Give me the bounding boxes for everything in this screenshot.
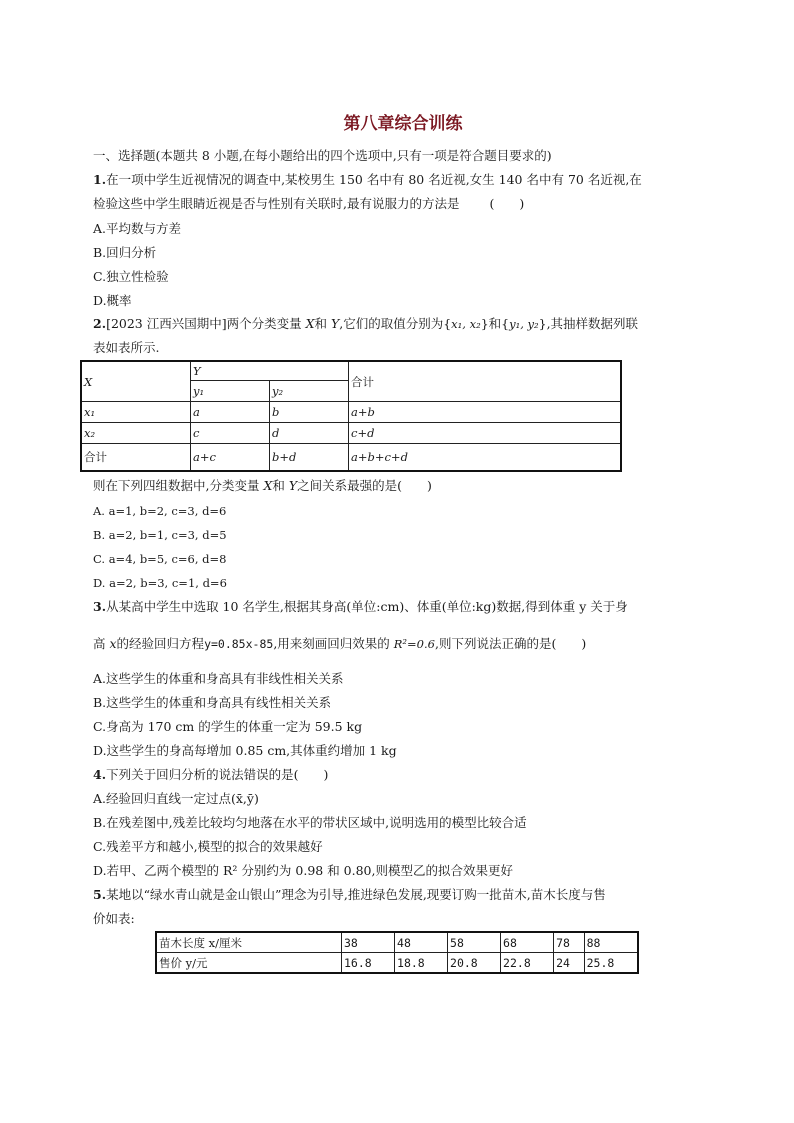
table-cell: a+b+c+d [349, 444, 622, 472]
table-header-total: 合计 [349, 361, 622, 402]
q3-option-b: B.这些学生的体重和身高具有线性相关关系 [93, 695, 332, 710]
q1-stem-line1 [93, 172, 642, 188]
q4-text: 下列关于回归分析的说法错误的是( ) [106, 767, 329, 782]
table-cell: d [270, 423, 349, 444]
table-row-label: 苗木长度 x/厘米 [156, 932, 342, 953]
q1-option-b: B.回归分析 [93, 245, 157, 260]
q1-option-d: D.概率 [93, 293, 132, 308]
q2-option-a: A. a=1, b=2, c=3, d=6 [93, 504, 227, 518]
q3-number: 3. [93, 599, 107, 614]
q2-after-c: 和 [272, 478, 289, 493]
q3-stem-line1 [93, 599, 628, 615]
table-cell: c+d [349, 423, 622, 444]
q3-text-1: 从某高中学生中选取 10 名学生,根据其身高(单位:cm)、体重(单位:kg)数据,得到体重 y 关于身 [106, 599, 628, 614]
q5-stem-line1 [93, 887, 606, 903]
table-cell: 78 [554, 932, 585, 953]
q2-option-c: C. a=4, b=5, c=6, d=8 [93, 552, 227, 566]
q2-var-y: Y [330, 316, 340, 331]
table-cell: 38 [342, 932, 395, 953]
contingency-table [80, 360, 622, 472]
table-cell: c [191, 423, 270, 444]
q5-number: 5. [93, 887, 107, 902]
table-row [156, 953, 638, 974]
table-cell: a+c [191, 444, 270, 472]
table-cell: b+d [270, 444, 349, 472]
q3-text-2c: ,用来刻画回归效果的 [273, 636, 394, 651]
table-cell: 48 [395, 932, 448, 953]
table-cell: x₁ [81, 402, 191, 423]
table-row [81, 444, 621, 472]
q3-option-c: C.身高为 170 cm 的学生的体重一定为 59.5 kg [93, 719, 363, 734]
q4-option-d: D.若甲、乙两个模型的 R² 分别约为 0.98 和 0.80,则模型乙的拟合效果更好 [93, 863, 513, 878]
q1-stem-line2 [93, 196, 524, 212]
table-cell: 22.8 [501, 953, 554, 974]
table-cell: 88 [584, 932, 638, 953]
table-cell: 18.8 [395, 953, 448, 974]
chapter-title: 第八章综合训练 [343, 114, 463, 134]
q2-text-d: }和{ [480, 316, 510, 331]
table-cell: x₂ [81, 423, 191, 444]
q3-regression-equation: y=0.85x-85 [204, 637, 274, 651]
q3-text-2a: 高 [93, 636, 110, 651]
table-header-y1: y₁ [191, 381, 270, 402]
table-row [81, 423, 621, 444]
table-row-label: 售价 y/元 [156, 953, 342, 974]
q2-text-e: },其抽样数据列联 [538, 316, 639, 331]
q3-text-2b: 的经验回归方程 [116, 636, 205, 651]
section-heading: 一、选择题(本题共 8 小题,在每小题给出的四个选项中,只有一项是符合题目要求的) [93, 148, 552, 163]
q1-number: 1. [93, 172, 107, 187]
table-row [81, 402, 621, 423]
table-cell: a+b [349, 402, 622, 423]
table-header-y: Y [191, 361, 349, 381]
q2-number: 2. [93, 316, 107, 331]
table-header-x: X [81, 361, 191, 402]
q3-option-a: A.这些学生的体重和身高具有非线性相关关系 [93, 671, 344, 686]
table-cell: 68 [501, 932, 554, 953]
q1-text-1: 在一项中学生近视情况的调查中,某校男生 150 名中有 80 名近视,女生 140 名中有 70 名近视,在 [106, 172, 642, 187]
q3-r-squared: R²=0.6 [393, 637, 435, 651]
q1-answer-bracket: ( ) [489, 196, 525, 211]
q4-number: 4. [93, 767, 107, 782]
q2-text-a: [2023 江西兴国期中]两个分类变量 [106, 316, 306, 331]
q2-option-b: B. a=2, b=1, c=3, d=5 [93, 528, 227, 542]
q2-after-x: X [263, 478, 273, 493]
q3-var-x: x [109, 636, 117, 651]
q3-stem-line2 [93, 636, 586, 652]
q2-stem-line1 [93, 316, 638, 332]
q2-var-x: X [305, 316, 315, 331]
q2-stem-line2: 表如表所示. [93, 340, 160, 355]
q5-stem-line2: 价如表: [93, 911, 135, 926]
q3-option-d: D.这些学生的身高每增加 0.85 cm,其体重约增加 1 kg [93, 743, 397, 758]
table-cell: 16.8 [342, 953, 395, 974]
table-cell: a [191, 402, 270, 423]
q3-text-2d: ,则下列说法正确的是( ) [434, 636, 587, 651]
table-cell: b [270, 402, 349, 423]
q2-set-x: x₁, x₂ [451, 317, 481, 331]
table-cell: 25.8 [584, 953, 638, 974]
q4-stem [93, 767, 328, 783]
q2-after-e: 之间关系最强的是( ) [297, 478, 432, 493]
table-cell: 24 [554, 953, 585, 974]
seedling-price-table [155, 931, 639, 974]
q2-question-line [93, 478, 432, 494]
q4-option-c: C.残差平方和越小,模型的拟合的效果越好 [93, 839, 323, 854]
table-cell: 58 [448, 932, 501, 953]
q2-option-d: D. a=2, b=3, c=1, d=6 [93, 576, 227, 590]
q2-after-y: Y [288, 478, 298, 493]
table-cell: 20.8 [448, 953, 501, 974]
table-row [156, 932, 638, 953]
q2-text-b: 和 [314, 316, 331, 331]
q1-text-2: 检验这些中学生眼睛近视是否与性别有关联时,最有说服力的方法是 [93, 196, 460, 211]
q4-option-b: B.在残差图中,残差比较均匀地落在水平的带状区域中,说明选用的模型比较合适 [93, 815, 527, 830]
q2-after-a: 则在下列四组数据中,分类变量 [93, 478, 264, 493]
table-header-y2: y₂ [270, 381, 349, 402]
q2-text-c: ,它们的取值分别为{ [339, 316, 452, 331]
q1-option-c: C.独立性检验 [93, 269, 169, 284]
q4-option-a: A.经验回归直线一定过点(x̄,ȳ) [93, 791, 259, 806]
q2-set-y: y₁, y₂ [509, 317, 539, 331]
table-cell: 合计 [81, 444, 191, 472]
q1-option-a: A.平均数与方差 [93, 221, 182, 236]
q5-text-1: 某地以“绿水青山就是金山银山”理念为引导,推进绿色发展,现要订购一批苗木,苗木长度与售 [106, 887, 606, 902]
